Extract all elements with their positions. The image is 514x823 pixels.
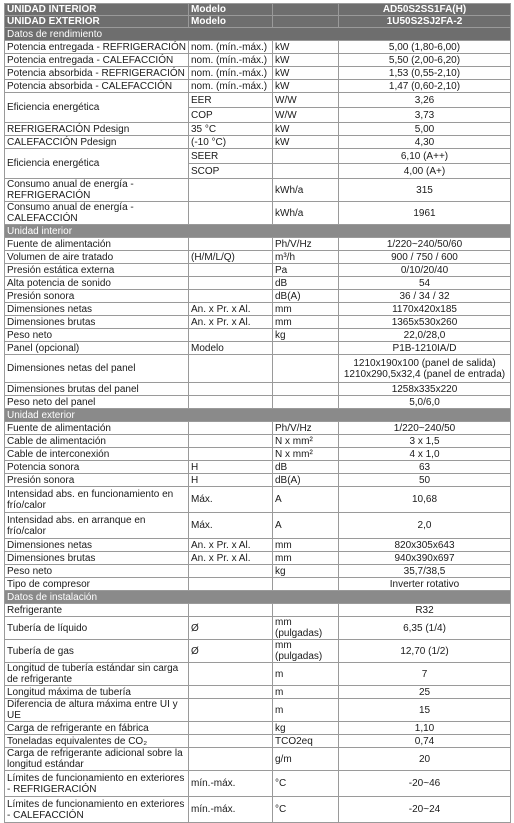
cell-condition: An. x Pr. x Al. xyxy=(189,539,273,552)
cell-unit: kW xyxy=(273,54,339,67)
table-row xyxy=(5,202,511,225)
cell-unit: N x mm² xyxy=(273,448,339,461)
cell-condition: Modelo xyxy=(189,4,273,16)
cell-label: UNIDAD INTERIOR xyxy=(5,4,189,16)
table-row xyxy=(5,41,511,54)
cell-condition: COP xyxy=(189,108,273,123)
cell-label: Potencia entregada - REFRIGERACIÓN xyxy=(5,41,189,54)
cell-unit: mm xyxy=(273,303,339,316)
cell-label: Cable de interconexión xyxy=(5,448,189,461)
header-row xyxy=(5,4,511,16)
cell-unit: °C xyxy=(273,797,339,823)
cell-condition: Modelo xyxy=(189,342,273,355)
cell-value: 4 x 1,0 xyxy=(339,448,511,461)
cell-condition: nom. (mín.-máx.) xyxy=(189,41,273,54)
cell-unit: kWh/a xyxy=(273,202,339,225)
cell-condition xyxy=(189,722,273,735)
cell-value: 1,47 (0,60-2,10) xyxy=(339,80,511,93)
cell-value: 15 xyxy=(339,699,511,722)
cell-condition xyxy=(189,435,273,448)
cell-label: REFRIGERACIÓN Pdesign xyxy=(5,123,189,136)
section-header xyxy=(5,409,511,422)
cell-unit xyxy=(273,342,339,355)
cell-value: 5,50 (2,00-6,20) xyxy=(339,54,511,67)
cell-label: Potencia absorbida - CALEFACCIÓN xyxy=(5,80,189,93)
cell-value: 5,0/6,0 xyxy=(339,396,511,409)
cell-condition: EER xyxy=(189,93,273,108)
cell-label: Panel (opcional) xyxy=(5,342,189,355)
table-row xyxy=(5,686,511,699)
table-row xyxy=(5,303,511,316)
cell-unit: kW xyxy=(273,80,339,93)
cell-value: 54 xyxy=(339,277,511,290)
cell-unit: dB(A) xyxy=(273,290,339,303)
cell-label: Volumen de aire tratado xyxy=(5,251,189,264)
table-row xyxy=(5,565,511,578)
table-row xyxy=(5,123,511,136)
cell-value: 50 xyxy=(339,474,511,487)
table-row xyxy=(5,617,511,640)
cell-unit: W/W xyxy=(273,93,339,108)
cell-label: Longitud de tubería estándar sin carga de refrigerante xyxy=(5,663,189,686)
cell-condition xyxy=(189,604,273,617)
cell-condition: Máx. xyxy=(189,487,273,513)
cell-unit: mm xyxy=(273,539,339,552)
cell-label: Fuente de alimentación xyxy=(5,238,189,251)
table-row xyxy=(5,67,511,80)
cell-unit: Ph/V/Hz xyxy=(273,422,339,435)
cell-value: 6,35 (1/4) xyxy=(339,617,511,640)
cell-value: 820x305x643 xyxy=(339,539,511,552)
cell-label: Potencia sonora xyxy=(5,461,189,474)
cell-condition xyxy=(189,578,273,591)
section-title: Datos de instalación xyxy=(5,591,511,604)
cell-unit: mm (pulgadas) xyxy=(273,640,339,663)
section-title: Unidad interior xyxy=(5,225,511,238)
cell-condition: SEER xyxy=(189,149,273,164)
cell-condition xyxy=(189,290,273,303)
table-row xyxy=(5,513,511,539)
cell-value: Inverter rotativo xyxy=(339,578,511,591)
cell-value: 1/220~240/50/60 xyxy=(339,238,511,251)
cell-condition: (H/M/L/Q) xyxy=(189,251,273,264)
cell-unit: kWh/a xyxy=(273,179,339,202)
table-row xyxy=(5,251,511,264)
cell-value: 63 xyxy=(339,461,511,474)
cell-condition xyxy=(189,277,273,290)
table-row xyxy=(5,640,511,663)
cell-value: 20 xyxy=(339,748,511,771)
cell-label: Longitud máxima de tubería xyxy=(5,686,189,699)
table-row xyxy=(5,578,511,591)
cell-condition: (-10 °C) xyxy=(189,136,273,149)
table-row xyxy=(5,277,511,290)
cell-value: 315 xyxy=(339,179,511,202)
cell-value: 0/10/20/40 xyxy=(339,264,511,277)
cell-value: 1/220~240/50 xyxy=(339,422,511,435)
cell-value: 7 xyxy=(339,663,511,686)
cell-condition: An. x Pr. x Al. xyxy=(189,552,273,565)
table-row xyxy=(5,93,511,108)
table-row xyxy=(5,264,511,277)
table-row xyxy=(5,329,511,342)
cell-value: 1,10 xyxy=(339,722,511,735)
cell-value: R32 xyxy=(339,604,511,617)
cell-label: Límites de funcionamiento en exteriores - CALEFACCIÓN xyxy=(5,797,189,823)
cell-value: 1U50S2SJ2FA-2 xyxy=(339,16,511,28)
cell-value: 1258x335x220 xyxy=(339,383,511,396)
cell-unit xyxy=(273,149,339,164)
cell-value: 5,00 (1,80-6,00) xyxy=(339,41,511,54)
cell-label: Consumo anual de energía - CALEFACCIÓN xyxy=(5,202,189,225)
cell-label: Dimensiones brutas xyxy=(5,316,189,329)
cell-condition xyxy=(189,699,273,722)
table-row xyxy=(5,461,511,474)
cell-label: Dimensiones netas xyxy=(5,539,189,552)
cell-value: 900 / 750 / 600 xyxy=(339,251,511,264)
cell-unit: m xyxy=(273,663,339,686)
cell-condition xyxy=(189,422,273,435)
cell-label: Carga de refrigerante adicional sobre la longitud estándar xyxy=(5,748,189,771)
cell-unit: m xyxy=(273,699,339,722)
table-row xyxy=(5,552,511,565)
table-row xyxy=(5,383,511,396)
cell-value: 1,53 (0,55-2,10) xyxy=(339,67,511,80)
cell-unit: m xyxy=(273,686,339,699)
cell-unit xyxy=(273,355,339,383)
table-row xyxy=(5,80,511,93)
cell-value: 0,74 xyxy=(339,735,511,748)
cell-value: 10,68 xyxy=(339,487,511,513)
cell-unit xyxy=(273,396,339,409)
cell-label: Toneladas equivalentes de CO₂ xyxy=(5,735,189,748)
section-header xyxy=(5,28,511,41)
cell-label: Presión sonora xyxy=(5,290,189,303)
cell-condition xyxy=(189,355,273,383)
cell-unit xyxy=(273,604,339,617)
cell-condition: H xyxy=(189,461,273,474)
cell-label: Tubería de líquido xyxy=(5,617,189,640)
cell-condition: H xyxy=(189,474,273,487)
cell-condition xyxy=(189,735,273,748)
cell-unit: kg xyxy=(273,722,339,735)
cell-condition xyxy=(189,179,273,202)
section-title: Unidad exterior xyxy=(5,409,511,422)
cell-value: 36 / 34 / 32 xyxy=(339,290,511,303)
cell-label: Refrigerante xyxy=(5,604,189,617)
cell-condition: mín.-máx. xyxy=(189,797,273,823)
cell-unit: °C xyxy=(273,771,339,797)
cell-label: CALEFACCIÓN Pdesign xyxy=(5,136,189,149)
cell-label: Carga de refrigerante en fábrica xyxy=(5,722,189,735)
table-row xyxy=(5,149,511,164)
table-row xyxy=(5,771,511,797)
cell-unit: TCO2eq xyxy=(273,735,339,748)
cell-unit: dB xyxy=(273,461,339,474)
cell-value: 1210x190x100 (panel de salida) 1210x290,5x32,4 (panel de entrada) xyxy=(339,355,511,383)
table-row xyxy=(5,474,511,487)
table-row xyxy=(5,735,511,748)
cell-value: 6,10 (A++) xyxy=(339,149,511,164)
table-row xyxy=(5,179,511,202)
cell-condition: An. x Pr. x Al. xyxy=(189,303,273,316)
cell-label: Dimensiones netas del panel xyxy=(5,355,189,383)
cell-value: 1961 xyxy=(339,202,511,225)
cell-condition xyxy=(189,202,273,225)
cell-value: 3 x 1,5 xyxy=(339,435,511,448)
cell-label: Peso neto del panel xyxy=(5,396,189,409)
cell-value: 25 xyxy=(339,686,511,699)
section-header xyxy=(5,591,511,604)
table-row xyxy=(5,355,511,383)
cell-condition: An. x Pr. x Al. xyxy=(189,316,273,329)
table-row xyxy=(5,396,511,409)
cell-condition xyxy=(189,383,273,396)
cell-value: 35,7/38,5 xyxy=(339,565,511,578)
cell-condition xyxy=(189,663,273,686)
cell-unit: mm xyxy=(273,316,339,329)
table-row xyxy=(5,487,511,513)
cell-label: Tipo de compresor xyxy=(5,578,189,591)
cell-unit: N x mm² xyxy=(273,435,339,448)
cell-unit xyxy=(273,16,339,28)
cell-value: 1365x530x260 xyxy=(339,316,511,329)
cell-unit: kg xyxy=(273,565,339,578)
section-header xyxy=(5,225,511,238)
table-row xyxy=(5,316,511,329)
table-row xyxy=(5,422,511,435)
cell-condition: SCOP xyxy=(189,164,273,179)
cell-label: Dimensiones brutas xyxy=(5,552,189,565)
cell-unit: mm (pulgadas) xyxy=(273,617,339,640)
cell-label: Intensidad abs. en funcionamiento en frío/calor xyxy=(5,487,189,513)
table-row xyxy=(5,604,511,617)
cell-unit: A xyxy=(273,487,339,513)
cell-value: -20~46 xyxy=(339,771,511,797)
cell-value: -20~24 xyxy=(339,797,511,823)
cell-label: Tubería de gas xyxy=(5,640,189,663)
cell-value: 3,73 xyxy=(339,108,511,123)
cell-unit: Ph/V/Hz xyxy=(273,238,339,251)
table-row xyxy=(5,238,511,251)
cell-condition xyxy=(189,748,273,771)
table-row xyxy=(5,722,511,735)
cell-unit: dB(A) xyxy=(273,474,339,487)
cell-condition: Ø xyxy=(189,617,273,640)
cell-value: 940x390x697 xyxy=(339,552,511,565)
cell-condition: nom. (mín.-máx.) xyxy=(189,54,273,67)
cell-condition xyxy=(189,329,273,342)
spec-table xyxy=(4,3,511,823)
cell-unit: dB xyxy=(273,277,339,290)
cell-condition xyxy=(189,565,273,578)
cell-value: 2,0 xyxy=(339,513,511,539)
cell-label: Cable de alimentación xyxy=(5,435,189,448)
cell-unit: kW xyxy=(273,67,339,80)
cell-condition: Modelo xyxy=(189,16,273,28)
cell-unit: kW xyxy=(273,136,339,149)
header-row xyxy=(5,16,511,28)
table-row xyxy=(5,342,511,355)
cell-label: Presión estática externa xyxy=(5,264,189,277)
cell-condition xyxy=(189,686,273,699)
table-row xyxy=(5,539,511,552)
cell-unit: kW xyxy=(273,123,339,136)
cell-condition xyxy=(189,448,273,461)
cell-label: Consumo anual de energía - REFRIGERACIÓN xyxy=(5,179,189,202)
table-row xyxy=(5,748,511,771)
cell-value: 1170x420x185 xyxy=(339,303,511,316)
cell-label: Fuente de alimentación xyxy=(5,422,189,435)
cell-label: Potencia absorbida - REFRIGERACIÓN xyxy=(5,67,189,80)
cell-unit: Pa xyxy=(273,264,339,277)
cell-value: 22,0/28,0 xyxy=(339,329,511,342)
table-row xyxy=(5,663,511,686)
cell-unit: mm xyxy=(273,552,339,565)
cell-condition xyxy=(189,264,273,277)
cell-unit: m³/h xyxy=(273,251,339,264)
cell-condition: Ø xyxy=(189,640,273,663)
spec-table-body xyxy=(5,4,511,823)
cell-label: Eficiencia energética xyxy=(5,149,189,179)
table-row xyxy=(5,435,511,448)
cell-value: P1B-1210IA/D xyxy=(339,342,511,355)
cell-unit xyxy=(273,4,339,16)
cell-unit: g/m xyxy=(273,748,339,771)
cell-label: Límites de funcionamiento en exteriores - REFRIGERACIÓN xyxy=(5,771,189,797)
cell-label: Potencia entregada - CALEFACCIÓN xyxy=(5,54,189,67)
cell-condition: Máx. xyxy=(189,513,273,539)
table-row xyxy=(5,290,511,303)
cell-unit: kW xyxy=(273,41,339,54)
cell-condition: 35 °C xyxy=(189,123,273,136)
cell-value: AD50S2SS1FA(H) xyxy=(339,4,511,16)
table-row xyxy=(5,136,511,149)
cell-label: Dimensiones netas xyxy=(5,303,189,316)
cell-condition: nom. (mín.-máx.) xyxy=(189,80,273,93)
cell-condition: nom. (mín.-máx.) xyxy=(189,67,273,80)
cell-value: 12,70 (1/2) xyxy=(339,640,511,663)
cell-label: Dimensiones brutas del panel xyxy=(5,383,189,396)
cell-condition xyxy=(189,396,273,409)
cell-unit: A xyxy=(273,513,339,539)
table-row xyxy=(5,699,511,722)
cell-unit xyxy=(273,578,339,591)
cell-label: Peso neto xyxy=(5,565,189,578)
cell-label: Diferencia de altura máxima entre UI y UE xyxy=(5,699,189,722)
cell-label: Eficiencia energética xyxy=(5,93,189,123)
cell-condition: mín.-máx. xyxy=(189,771,273,797)
cell-label: Peso neto xyxy=(5,329,189,342)
cell-label: Intensidad abs. en arranque en frío/calor xyxy=(5,513,189,539)
cell-label: Alta potencia de sonido xyxy=(5,277,189,290)
table-row xyxy=(5,54,511,67)
cell-value: 5,00 xyxy=(339,123,511,136)
section-title: Datos de rendimiento xyxy=(5,28,511,41)
cell-label: UNIDAD EXTERIOR xyxy=(5,16,189,28)
cell-unit: W/W xyxy=(273,108,339,123)
table-row xyxy=(5,797,511,823)
cell-value: 4,00 (A+) xyxy=(339,164,511,179)
cell-value: 4,30 xyxy=(339,136,511,149)
cell-condition xyxy=(189,238,273,251)
cell-unit xyxy=(273,383,339,396)
cell-label: Presión sonora xyxy=(5,474,189,487)
table-row xyxy=(5,448,511,461)
cell-value: 3,26 xyxy=(339,93,511,108)
cell-unit xyxy=(273,164,339,179)
cell-unit: kg xyxy=(273,329,339,342)
